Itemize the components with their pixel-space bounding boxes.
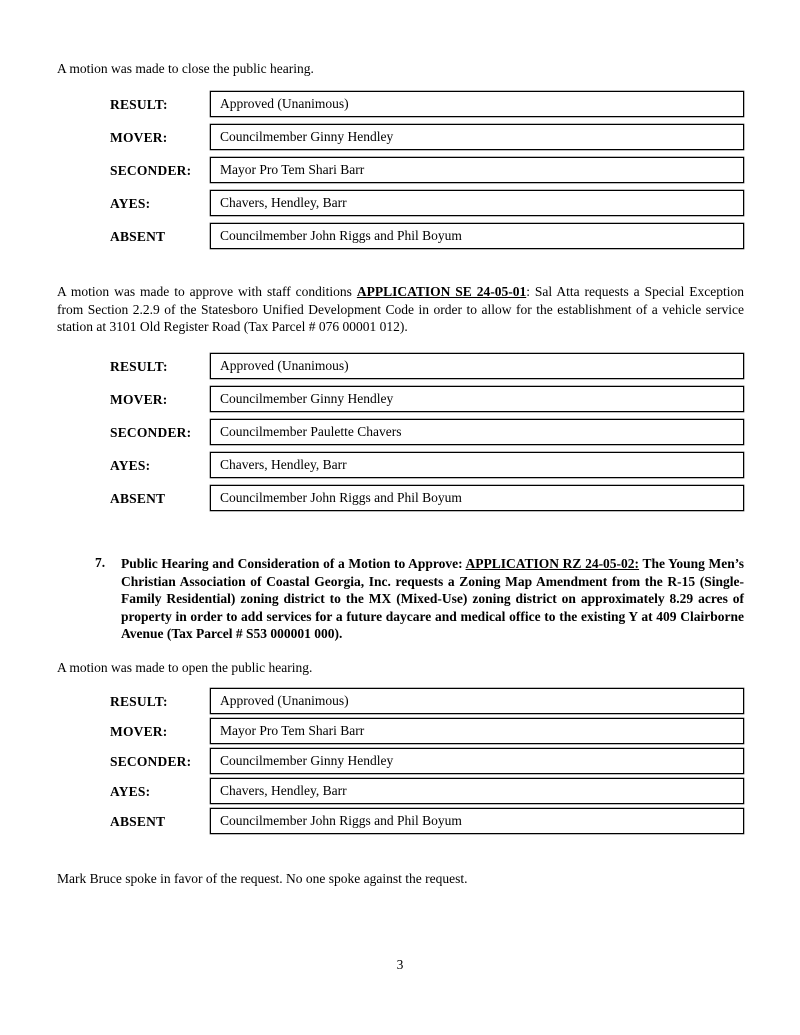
row-value-box bbox=[210, 452, 744, 478]
row-value: Councilmember Ginny Hendley bbox=[220, 753, 394, 769]
table-row bbox=[110, 718, 744, 744]
text-segment: : Sal Atta requests a Special Exception from Section 2.2.9 of the Statesboro Unified Development Code in order to allow for the establishment of a vehicle service station at 3101 Old Register Road (Tax Parcel # 076 00001 012). bbox=[57, 284, 744, 334]
row-value: Mayor Pro Tem Shari Barr bbox=[220, 723, 365, 739]
paragraph-open-hearing: A motion was made to open the public hearing. bbox=[57, 659, 313, 675]
row-value-box bbox=[210, 778, 744, 804]
table-row bbox=[110, 190, 744, 216]
row-value: Chavers, Hendley, Barr bbox=[220, 195, 347, 211]
row-label: AYES: bbox=[110, 784, 151, 800]
motion-table-application-se bbox=[110, 353, 744, 511]
table-row bbox=[110, 778, 744, 804]
row-value-box bbox=[210, 718, 744, 744]
row-value-box bbox=[210, 91, 744, 117]
table-row bbox=[110, 223, 744, 249]
row-value: Councilmember John Riggs and Phil Boyum bbox=[220, 813, 462, 829]
row-value: Councilmember John Riggs and Phil Boyum bbox=[220, 490, 462, 506]
paragraph-application-se bbox=[57, 283, 744, 335]
row-value: Mayor Pro Tem Shari Barr bbox=[220, 162, 365, 178]
row-value: Councilmember Paulette Chavers bbox=[220, 424, 402, 440]
row-value-box bbox=[210, 353, 744, 379]
agenda-item-number: 7. bbox=[95, 555, 106, 571]
table-row bbox=[110, 808, 744, 834]
table-row bbox=[110, 353, 744, 379]
row-value-box bbox=[210, 748, 744, 774]
row-label: ABSENT bbox=[110, 491, 166, 507]
row-value-box bbox=[210, 688, 744, 714]
row-value: Councilmember John Riggs and Phil Boyum bbox=[220, 228, 462, 244]
row-value: Approved (Unanimous) bbox=[220, 96, 349, 112]
text-segment: Public Hearing and Consideration of a Motion to Approve: bbox=[121, 556, 466, 572]
row-value-box bbox=[210, 419, 744, 445]
agenda-item-7 bbox=[95, 555, 744, 643]
table-row bbox=[110, 748, 744, 774]
paragraph-close-hearing: A motion was made to close the public hearing. bbox=[57, 61, 314, 76]
row-label: MOVER: bbox=[110, 130, 168, 146]
table-row bbox=[110, 386, 744, 412]
application-number-se: APPLICATION SE 24-05-01 bbox=[356, 284, 527, 300]
agenda-item-text bbox=[121, 555, 744, 643]
row-label: SECONDER: bbox=[110, 163, 192, 179]
table-row bbox=[110, 91, 744, 117]
table-row bbox=[110, 419, 744, 445]
row-label: SECONDER: bbox=[110, 754, 192, 770]
row-value-box bbox=[210, 190, 744, 216]
motion-table-open-hearing bbox=[110, 688, 744, 834]
row-value: Chavers, Hendley, Barr bbox=[220, 457, 347, 473]
paragraph-speakers: Mark Bruce spoke in favor of the request. No one spoke against the request. bbox=[57, 871, 468, 887]
row-value-box bbox=[210, 485, 744, 511]
row-label: MOVER: bbox=[110, 724, 168, 740]
page-number: 3 bbox=[396, 957, 404, 972]
row-label: RESULT: bbox=[110, 359, 168, 375]
row-value-box bbox=[210, 808, 744, 834]
row-value: Councilmember Ginny Hendley bbox=[220, 129, 394, 145]
row-label: ABSENT bbox=[110, 814, 166, 830]
row-value-box bbox=[210, 223, 744, 249]
row-value: Chavers, Hendley, Barr bbox=[220, 783, 347, 799]
row-value-box bbox=[210, 124, 744, 150]
row-value: Approved (Unanimous) bbox=[220, 693, 349, 709]
row-label: SECONDER: bbox=[110, 425, 192, 441]
row-label: RESULT: bbox=[110, 97, 168, 113]
table-row bbox=[110, 688, 744, 714]
table-row bbox=[110, 157, 744, 183]
row-value: Approved (Unanimous) bbox=[220, 358, 349, 374]
table-row bbox=[110, 124, 744, 150]
row-value: Councilmember Ginny Hendley bbox=[220, 391, 394, 407]
row-label: ABSENT bbox=[110, 229, 166, 245]
row-label: AYES: bbox=[110, 196, 151, 212]
text-segment: The Young Men’s Christian Association of Coastal Georgia, Inc. requests a Zoning Map Amendment from the R-15 (Single-Family Residential) zoning district to the MX (Mixed-Use) zoning district on approximately 8.29 acres of property in order to add services for a future daycare and medical office to the existing Y at 409 Clairborne Avenue (Tax Parcel # S53 000001 000). bbox=[121, 556, 744, 642]
table-row bbox=[110, 452, 744, 478]
motion-table-close-hearing bbox=[110, 91, 744, 249]
table-row bbox=[110, 485, 744, 511]
row-label: MOVER: bbox=[110, 392, 168, 408]
row-value-box bbox=[210, 386, 744, 412]
text-segment: A motion was made to approve with staff conditions bbox=[57, 284, 357, 300]
application-number-rz: APPLICATION RZ 24-05-02: bbox=[465, 556, 640, 572]
row-label: RESULT: bbox=[110, 694, 168, 710]
row-value-box bbox=[210, 157, 744, 183]
row-label: AYES: bbox=[110, 458, 151, 474]
